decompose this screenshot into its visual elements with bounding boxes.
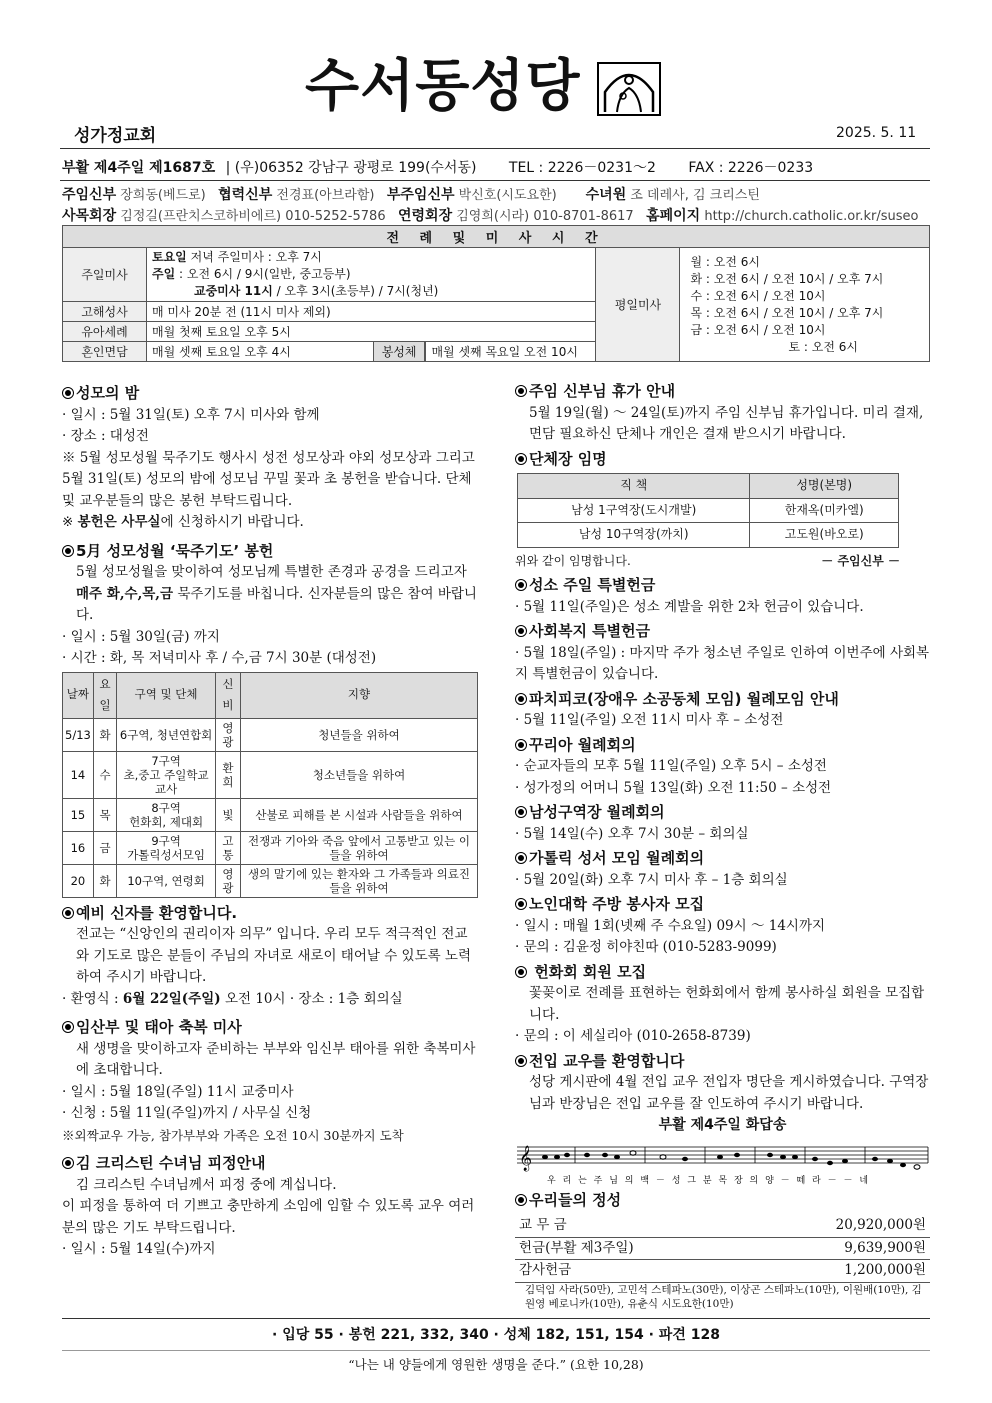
rosary-cell: 청소년들을 위하여 <box>241 751 478 798</box>
section-title: 단체장 임명 <box>515 449 930 471</box>
rosary-cell: 금 <box>93 831 117 864</box>
bullet-icon <box>515 385 527 397</box>
phone: TEL : 2226－0231～2 <box>508 160 656 176</box>
bullet-icon <box>62 545 74 557</box>
bullet-icon <box>515 739 527 751</box>
homepage-label: 홈페이지 <box>646 208 701 224</box>
section-title: 헌화회 회원 모집 <box>515 962 930 984</box>
convent-names: 조 데레사, 김 크리스틴 <box>630 188 760 203</box>
vicar-name: 박신호(시도요한) <box>458 188 557 203</box>
bullet-icon <box>515 579 527 591</box>
bullet-icon <box>515 852 527 864</box>
section-title: 예비 신자를 환영합니다. <box>62 903 478 925</box>
holy-family-logo <box>597 62 661 116</box>
bullet-icon <box>62 387 74 399</box>
section-title: 성모의 밤 <box>62 383 478 405</box>
bullet-icon <box>515 1055 527 1067</box>
section-title: 우리들의 정성 <box>515 1190 930 1212</box>
scripture-quote: “나는 내 양들에게 영원한 생명을 준다.” (요한 10,28) <box>348 1357 644 1372</box>
rosary-cell: 고통 <box>215 831 240 864</box>
bullet-icon <box>515 453 527 465</box>
rosary-cell: 7구역 초,중고 주일학교 교사 <box>117 751 215 798</box>
anointing-time: 매월 셋째 목요일 오전 10시 <box>426 342 596 362</box>
rosary-cell: 16 <box>63 831 94 864</box>
bullet-icon <box>515 898 527 910</box>
confession-time: 매 미사 20분 전 (11시 미사 제외) <box>147 302 596 322</box>
pastor-label: 주임신부 <box>62 187 117 203</box>
section-title: 5月 성모성월 ‘묵주기도’ 봉헌 <box>62 541 478 563</box>
section-title: 꾸리아 월례회의 <box>515 735 930 757</box>
bullet-icon <box>62 1021 74 1033</box>
homepage-link[interactable]: http://church.catholic.or.kr/suseo <box>704 209 919 224</box>
section-title: 김 크리스틴 수녀님 피정안내 <box>62 1153 478 1175</box>
table-row <box>63 718 478 751</box>
rosary-cell: 전쟁과 기아와 죽음 앞에서 고통받고 있는 이들을 위하여 <box>241 831 478 864</box>
baptism-label: 유아세례 <box>63 322 147 342</box>
section-title: 성소 주일 특별헌금 <box>515 575 930 597</box>
rosary-cell: 산불로 피해를 본 시설과 사람들을 위하여 <box>241 798 478 831</box>
section-title: 남성구역장 월례회의 <box>515 802 930 824</box>
bullet-icon <box>515 1194 527 1206</box>
bullet-icon <box>515 693 527 705</box>
parish-subtitle: 성가정교회 <box>74 126 157 146</box>
rosary-cell: 8구역 헌화회, 제대회 <box>117 798 215 831</box>
table-row <box>63 831 478 864</box>
funeral-label: 연령회장 <box>398 208 453 224</box>
bullet-icon <box>62 907 74 919</box>
rosary-cell: 6구역, 청년연합회 <box>117 718 215 751</box>
psalm-lyrics: 우 리 는 주 님 의 백 － 성 그 분 목 장 의 양 － 떼 라 － － 네 <box>547 1175 871 1186</box>
rosary-cell: 수 <box>93 751 117 798</box>
right-column: 주임 신부님 휴가 안내 5월 19일(월) ～ 24일(토)까지 주임 신부님 휴가입니다. 미리 결재, 면담 필요하신 단체나 개인은 결재 받으시기 바랍니다. 단체장 임명 직 책 성명(본명) 남성 1구역장(도시개발) 한재옥(미카엘) 남성 10구역장(까치) 고도원(바오로) 위와 같이 임명합니다. － 주임신부 － 성소 주일 특별헌금 · 5월 11일(주일)은 성소 계발을 위한 2차 헌금이 있습니다. 사회복지 특별헌금 · 5월 18일(주일) : 마지막 주가 청소년 주일로 인하여 이번주에 사회복지 특별헌금이 있습니다. 파치피코(장애우 소공동체 모임) 월례모임 안내 · 5월 11일(주일) 오전 11시 미사 후 – 소성전 꾸리아 월례회의 · 순교자들의 모후 5월 11일(주일) 오후 5시 – 소성전 · 성가정의 어머니 5월 13일(화) 오전 11:50 – 소성전 남성구역장 월례회의 · 5월 14일(수) 오후 7시 30분 – 회의실 가톨릭 성서 모임 월례회의 · 5월 20일(화) 오후 7시 미사 후 – 1층 회의실 노인대학 주방 봉사자 모집 · 일시 : 매월 1회(넷째 주 수요일) 09시 ～ 14시까지 · 문의 : 김윤정 히야친따 (010-5283-9099) 헌화회 회원 모집 꽃꽂이로 전례를 표현하는 헌화회에서 함께 봉사하실 회원을 모집합니다. · 문의 : 이 세실리아 (010-2658-8739) 전입 교우를 환영합니다 성당 게시판에 4월 전입 교우 전입자 명단을 게시하였습니다. 구역장님과 반장님은 전입 교우를 잘 인도하여 주시기 바랍니다. 부활 제4주일 화답송 𝄞 우 리 는 주 님 의 백 － 성 그 분 목 장 의 양 － 떼 라 － － 네 우리들의 정성 교 무 금 20,920,000원 헌금(부활 제3주일) 9,639,900원 감사헌금 1,200,000원 김덕임 사라(50만), 고민석 스테파노(30만), 이상곤 스테파노(10만), 이원배(10만), 김원영 베로니카(10만), 유춘식 시도요한(10만) <box>515 382 930 1310</box>
rosary-cell: 15 <box>63 798 94 831</box>
fax: FAX : 2226－0233 <box>688 160 814 176</box>
rosary-cell: 영광 <box>215 718 240 751</box>
psalm-title: 부활 제4주일 화답송 <box>658 1117 787 1133</box>
section-title: 노인대학 주방 봉사자 모집 <box>515 894 930 916</box>
section-title: 가톨릭 성서 모임 월례회의 <box>515 848 930 870</box>
table-row <box>63 798 478 831</box>
donor-list: 김덕임 사라(50만), 고민석 스테파노(30만), 이상곤 스테파노(10만), 이원배(10만), 김원영 베로니카(10만), 유춘식 시도요한(10만) <box>525 1283 922 1310</box>
assoc-priest-name: 전경표(아브라함) <box>276 188 375 203</box>
rosary-header-cell: 날짜 <box>63 672 94 718</box>
weekly-stats: · 입당 55 · 봉헌 221, 332, 340 · 성체 182, 151, 154 · 파견 128 <box>272 1327 720 1343</box>
rosary-cell: 생의 말기에 있는 환자와 그 가족들과 의료진들을 위하여 <box>241 864 478 897</box>
psalm-score <box>515 1139 930 1187</box>
staff-row-1 <box>62 184 760 204</box>
rosary-header-cell: 요일 <box>93 672 117 718</box>
rosary-cell: 20 <box>63 864 94 897</box>
svg-text:𝄞: 𝄞 <box>519 1145 533 1171</box>
mass-heading: 전 례 및 미 사 시 간 <box>63 226 930 248</box>
issue-date: 2025. 5. 11 <box>836 125 917 141</box>
staff-row-2 <box>62 205 919 225</box>
section-title: 사회복지 특별헌금 <box>515 621 930 643</box>
vicar-label: 부주임신부 <box>386 187 455 203</box>
rosary-cell: 목 <box>93 798 117 831</box>
issue-number: 부활 제4주일 제1687호 <box>62 160 216 176</box>
rosary-schedule-table <box>62 672 478 898</box>
marriage-label: 혼인면담 <box>63 342 147 362</box>
rosary-cell: 영광 <box>215 864 240 897</box>
council-label: 사목회장 <box>62 208 117 224</box>
anointing-label: 봉성체 <box>373 342 426 361</box>
section-title: 전입 교우를 환영합니다 <box>515 1051 930 1073</box>
baptism-time: 매월 첫째 토요일 오후 5시 <box>147 322 596 342</box>
assoc-priest-label: 협력신부 <box>218 187 273 203</box>
rosary-cell: 환희 <box>215 751 240 798</box>
address: | (우)06352 강남구 광평로 199(수서동) <box>225 160 477 176</box>
rosary-cell: 14 <box>63 751 94 798</box>
weekday-mass-label: 평일미사 <box>596 248 680 362</box>
issue-line <box>62 157 813 177</box>
table-row <box>63 864 478 897</box>
convent-label: 수녀원 <box>585 187 627 203</box>
sunday-mass-times: 토요일 저녁 주일미사 : 오후 7시 주일 : 오전 6시 / 9시(일반, 중고등부) 교중미사 11시 / 오후 3시(초등부) / 7시(청년) <box>147 248 596 302</box>
weekday-mass-times: 월 : 오전 6시 화 : 오전 6시 / 오전 10시 / 오후 7시 수 : 오전 6시 / 오전 10시 목 : 오전 6시 / 오전 10시 / 오후 7시 금 : 오전 6시 / 오전 10시 토 : 오전 6시 <box>680 248 930 362</box>
rosary-header-cell: 신비 <box>215 672 240 718</box>
table-row <box>63 751 478 798</box>
section-title: 주임 신부님 휴가 안내 <box>515 381 930 403</box>
pastor-name: 장희동(베드로) <box>120 188 206 203</box>
council-contact: 김정길(프란치스코하비에르) 010-5252-5786 <box>120 209 386 224</box>
confession-label: 고해성사 <box>63 302 147 322</box>
rosary-cell: 5/13 <box>63 718 94 751</box>
offering-table: 교 무 금 20,920,000원 헌금(부활 제3주일) 9,639,900원 감사헌금 1,200,000원 <box>515 1215 930 1283</box>
bullet-icon <box>515 806 527 818</box>
mass-schedule-table <box>62 225 930 362</box>
left-column: 성모의 밤 · 일시 : 5월 31일(토) 오후 7시 미사와 함께 · 장소 : 대성전 ※ 5월 성모성월 묵주기도 행사시 성전 성모상과 야외 성모상과 그리고 5월 31일(토) 성모의 밤에 성모님 꾸밀 꽃과 초 봉헌을 받습니다. 단체 및 교우분들의 많은 봉헌 부탁드립니다. ※ 봉헌은 사무실에 신청하시기 바랍니다. 5月 성모성월 ‘묵주기도’ 봉헌 5월 성모성월을 맞이하여 성모님께 특별한 존경과 공경을 드리고자 매주 화,수,목,금 묵주기도를 바칩니다. 신자분들의 많은 참여 바랍니다. · 일시 : 5월 30일(금) 까지 · 시간 : 화, 목 저녁미사 후 / 수,금 7시 30분 (대성전) 날짜 요일 구역 및 단체 신비 지향 5/13 화 6구역, 청년연합회 영광 청년들을 위하여 14 수 7구역 초,중고 주일학교 교사 환희 청소년들을 위하여 15 목 8구역 헌화회, 제대회 빛 산불로 피해를 본 시설과 사람들을 위하여 16 금 9구역 가톨릭성서모임 고통 전쟁과 기아와 죽음 앞에서 고통받고 있는 이들을 위하여 20 화 10구역, 연령회 영광 생의 말기에 있는 환자와 그 가족들과 의료진들을 위하여 예비 신자를 환영합니다. 전교는 “신앙인의 권리이자 의무” 입니다. 우리 모두 적극적인 전교와 기도로 많은 분들이 주님의 자녀로 새로이 태어날 수 있도록 노력하여 주시기 바랍니다. · 환영식 : 6월 22일(주일) 오전 10시 · 장소 : 1층 회의실 임산부 및 태아 축복 미사 새 생명을 맞이하고자 준비하는 부부와 임신부 태아를 위한 축복미사에 초대합니다. · 일시 : 5월 18일(주일) 11시 교중미사 · 신청 : 5월 11일(주일)까지 / 사무실 신청 ※외짝교우 가능, 참가부부와 가족은 오전 10시 30분까지 도착 김 크리스틴 수녀님 피정안내 김 크리스틴 수녀님께서 피정 중에 계십니다. 이 피정을 통하여 더 기쁘고 충만하게 소임에 임할 수 있도록 교우 여러분의 많은 기도 부탁드립니다. · 일시 : 5월 14일(수)까지 <box>62 384 477 1257</box>
rosary-cell: 청년들을 위하여 <box>241 718 478 751</box>
section-title: 임산부 및 태아 축복 미사 <box>62 1017 478 1039</box>
bullet-icon <box>62 1157 74 1169</box>
bullet-icon <box>515 966 527 978</box>
leaders-table: 직 책 성명(본명) 남성 1구역장(도시개발) 한재옥(미카엘) 남성 10구역장(까치) 고도원(바오로) <box>517 473 899 548</box>
section-title: 파치피코(장애우 소공동체 모임) 월례모임 안내 <box>515 689 930 711</box>
rosary-cell: 빛 <box>215 798 240 831</box>
church-name: 수서동성당 <box>305 54 581 119</box>
rosary-header-cell: 지향 <box>241 672 478 718</box>
rosary-cell: 10구역, 연령회 <box>117 864 215 897</box>
marriage-time: 매월 셋째 토요일 오후 4시 <box>152 345 291 359</box>
bullet-icon <box>515 625 527 637</box>
funeral-contact: 김영희(시라) 010-8701-8617 <box>456 209 634 224</box>
rosary-cell: 화 <box>93 718 117 751</box>
rosary-cell: 9구역 가톨릭성서모임 <box>117 831 215 864</box>
sunday-mass-label: 주일미사 <box>63 248 147 302</box>
rosary-cell: 화 <box>93 864 117 897</box>
rosary-header-cell: 구역 및 단체 <box>117 672 215 718</box>
